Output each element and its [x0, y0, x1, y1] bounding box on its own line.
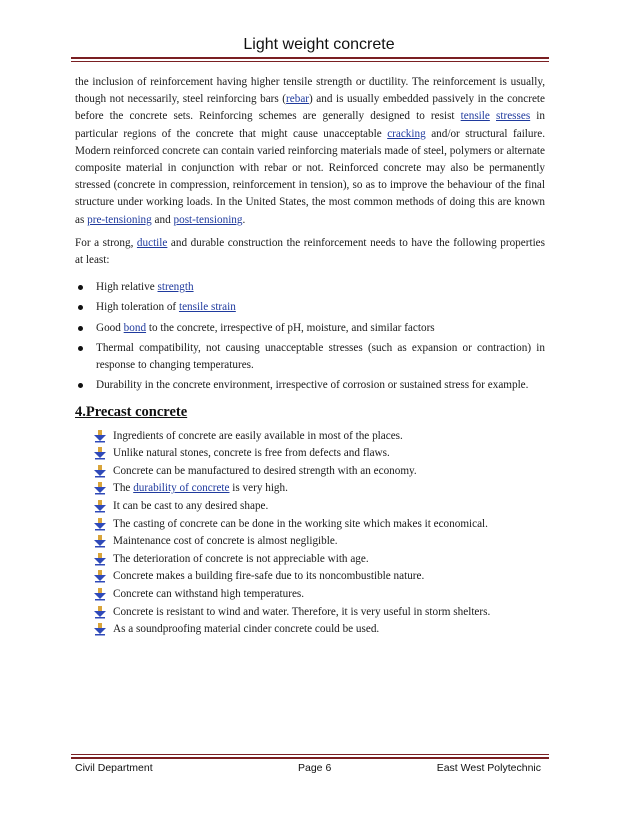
advantage-list-item [93, 586, 545, 604]
inline-link[interactable]: bond [123, 321, 147, 334]
advantage-list-item [93, 445, 545, 463]
text-run: the inclusion of reinforcement having higher tensile strength or ductility. The reinforcement is usually, though not necessarily, steel reinforcing bars ( [75, 76, 545, 106]
text-run: and/or structural failure. Modern reinforced concrete can contain varied reinforcing materials made of steel, polymers or alternate composite material in conjunction with rebar or not. Reinforced concrete may also be permanently stressed (concrete in compression, reinforcement in tension), so as to improve the behaviour of the final structure under working loads. In the United States, the most common methods of doing this are known as [75, 127, 545, 226]
text-run: Concrete makes a building fire-safe due to its noncombustible nature. [113, 570, 425, 583]
text-run: Concrete can be manufactured to desired strength with an economy. [113, 464, 417, 477]
property-list-item [75, 320, 545, 337]
property-list-item [75, 340, 545, 374]
text-run: Unlike natural stones, concrete is free from defects and flaws. [113, 447, 390, 460]
text-run: and [151, 213, 174, 226]
advantage-list-item [93, 428, 545, 446]
footer-department: Civil Department [75, 762, 153, 774]
text-run: Durability in the concrete environment, irrespective of corrosion or sustained stress for example. [96, 379, 529, 392]
inline-link[interactable]: post-tensioning [173, 213, 243, 226]
properties-intro-paragraph [75, 235, 545, 269]
arrow-bullet-icon [93, 499, 107, 513]
footer-rule-thin [71, 754, 549, 755]
footer-institution: East West Polytechnic [436, 762, 541, 774]
advantage-list-item [93, 568, 545, 586]
text-run: and durable construction the reinforcement needs to have the following properties at least: [75, 236, 545, 267]
bullet-dot-icon [78, 305, 83, 310]
footer-rule-thick [71, 757, 549, 759]
text-run: The [113, 482, 134, 495]
page-footer [75, 762, 541, 778]
inline-link[interactable]: tensile [460, 110, 490, 123]
property-list-item [75, 377, 545, 394]
section-heading: 4.Precast concrete [75, 404, 188, 421]
arrow-bullet-icon [93, 464, 107, 478]
text-run: Ingredients of concrete are easily available in most of the places. [113, 429, 403, 442]
bullet-dot-icon [78, 326, 83, 331]
arrow-bullet-icon [93, 517, 107, 531]
text-run: The casting of concrete can be done in the working site which makes it economical. [113, 517, 488, 530]
bullet-dot-icon [78, 285, 83, 290]
advantage-list-item [93, 604, 545, 622]
advantage-list-item [93, 463, 545, 481]
arrow-bullet-icon [93, 552, 107, 566]
arrow-bullet-icon [93, 605, 107, 619]
properties-list [75, 279, 545, 394]
text-run: ) and is usually embedded passively in the concrete before the concrete sets. Reinforcing schemes are generally designed to resist [75, 93, 545, 123]
text-run: Maintenance cost of concrete is almost negligible. [113, 535, 338, 548]
text-run: It can be cast to any desired shape. [113, 500, 269, 513]
advantage-list-item [93, 533, 545, 551]
advantage-list-item [93, 551, 545, 569]
text-run: High toleration of [96, 301, 179, 314]
bullet-dot-icon [78, 383, 83, 388]
arrow-bullet-icon [93, 481, 107, 495]
advantage-list-item [93, 516, 545, 534]
inline-link[interactable]: strength [157, 281, 194, 294]
property-list-item [75, 299, 545, 316]
arrow-bullet-icon [93, 587, 107, 601]
inline-link[interactable]: stresses [496, 110, 531, 123]
text-run: is very high. [229, 482, 288, 495]
inline-link[interactable]: durability of concrete [133, 482, 230, 495]
text-run: As a soundproofing material cinder concrete could be used. [113, 623, 380, 636]
text-run: Thermal compatibility, not causing unacceptable stresses (such as expansion or contraction) in response to changing temperatures. [96, 341, 545, 372]
text-run: . [242, 213, 246, 226]
text-run: The deterioration of concrete is not appreciable with age. [113, 552, 369, 565]
property-list-item [75, 279, 545, 296]
footer-page-number: Page 6 [298, 762, 332, 774]
intro-paragraph [75, 74, 545, 229]
arrow-bullet-icon [93, 446, 107, 460]
advantages-list [75, 428, 545, 639]
text-run: For a strong, [75, 236, 137, 249]
text-run: in particular regions of the concrete that might cause unacceptable [75, 110, 546, 140]
inline-link[interactable]: tensile strain [178, 301, 236, 314]
text-run: High relative [96, 281, 158, 294]
page-content [75, 74, 545, 639]
bullet-dot-icon [78, 346, 83, 351]
arrow-bullet-icon [93, 622, 107, 636]
inline-link[interactable]: cracking [387, 127, 426, 140]
page-header-title: Light weight concrete [243, 36, 395, 53]
text-run: to the concrete, irrespective of pH, moisture, and similar factors [146, 321, 435, 334]
text-run: Good [96, 321, 124, 334]
inline-link[interactable]: ductile [136, 236, 168, 249]
inline-link[interactable]: pre-tensioning [87, 213, 152, 226]
arrow-bullet-icon [93, 429, 107, 443]
inline-link[interactable]: rebar [286, 93, 310, 106]
text-run: Concrete is resistant to wind and water. Therefore, it is very useful in storm shelters. [113, 605, 491, 618]
advantage-list-item [93, 621, 545, 639]
text-run: Concrete can withstand high temperatures. [113, 588, 305, 600]
arrow-bullet-icon [93, 569, 107, 583]
header-rule-thick [71, 57, 549, 59]
advantage-list-item [93, 498, 545, 516]
header-rule-thin [71, 61, 549, 62]
arrow-bullet-icon [93, 534, 107, 548]
advantage-list-item [93, 480, 545, 498]
